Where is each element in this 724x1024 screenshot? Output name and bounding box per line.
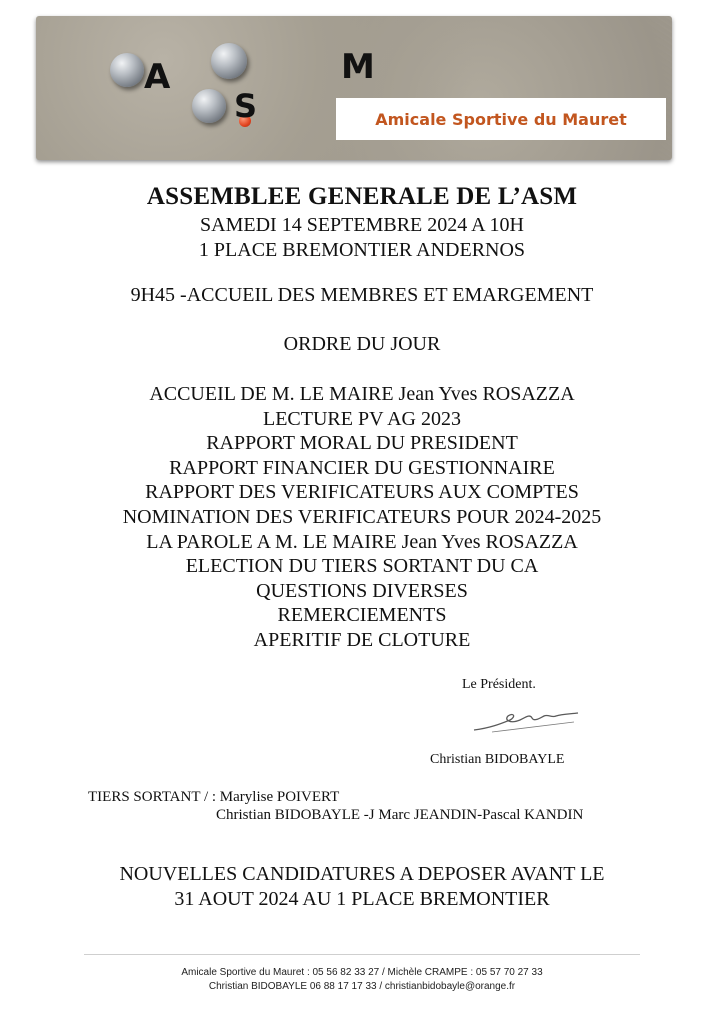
agenda-item: ELECTION DU TIERS SORTANT DU CA (185, 555, 539, 578)
agenda-item: QUESTIONS DIVERSES (256, 579, 468, 602)
agenda-item: NOMINATION DES VERIFICATEURS POUR 2024-2025 (122, 505, 602, 528)
petanque-ball (110, 53, 144, 87)
agenda-item: APERITIF DE CLOTURE (253, 628, 471, 651)
footer-contact-line-1: Amicale Sportive du Mauret : 05 56 82 33 27 / Michèle CRAMPE : 05 57 70 27 33 (181, 967, 543, 978)
agenda-heading: ORDRE DU JOUR (283, 333, 441, 355)
petanque-ball (192, 89, 226, 123)
outgoing-members-line-1: TIERS SORTANT / : Marylise POIVERT (88, 789, 340, 805)
club-name-label: Amicale Sportive du Mauret (336, 98, 666, 140)
petanque-ball (211, 43, 247, 79)
outgoing-members-line-2: Christian BIDOBAYLE -J Marc JEANDIN-Pascal KANDIN (216, 807, 584, 823)
agenda-item: RAPPORT FINANCIER DU GESTIONNAIRE (169, 456, 555, 479)
signature-role: Le Président. (462, 677, 536, 692)
footer-divider (84, 954, 640, 955)
welcome-line: 9H45 -ACCUEIL DES MEMBRES ET EMARGEMENT (130, 284, 594, 306)
footer-contact-line-2: Christian BIDOBAYLE 06 88 17 17 33 / christianbidobayle@orange.fr (208, 981, 516, 992)
header-banner (36, 16, 672, 160)
handwritten-signature (470, 702, 580, 738)
candidature-notice-line-1: NOUVELLES CANDIDATURES A DEPOSER AVANT LE (119, 863, 605, 885)
agenda-item: REMERCIEMENTS (277, 604, 447, 627)
logo-letter-m: M (341, 47, 375, 87)
agenda-item: LA PAROLE A M. LE MAIRE Jean Yves ROSAZZA (146, 530, 578, 553)
agenda-item: RAPPORT DES VERIFICATEURS AUX COMPTES (145, 481, 579, 504)
agenda-item: ACCUEIL DE M. LE MAIRE Jean Yves ROSAZZA (149, 383, 575, 405)
meeting-date: SAMEDI 14 SEPTEMBRE 2024 A 10H (200, 214, 524, 236)
candidature-notice-line-2: 31 AOUT 2024 AU 1 PLACE BREMONTIER (174, 888, 550, 910)
signature-name: Christian BIDOBAYLE (430, 752, 565, 767)
logo-letter-s: S (234, 87, 258, 125)
logo-letter-a: A (144, 57, 171, 97)
agenda-item: LECTURE PV AG 2023 (263, 407, 461, 430)
agenda-list (0, 382, 724, 653)
agenda-item: RAPPORT MORAL DU PRESIDENT (206, 432, 518, 455)
meeting-address: 1 PLACE BREMONTIER ANDERNOS (198, 239, 526, 261)
page-title: ASSEMBLEE GENERALE DE L’ASM (146, 183, 578, 210)
